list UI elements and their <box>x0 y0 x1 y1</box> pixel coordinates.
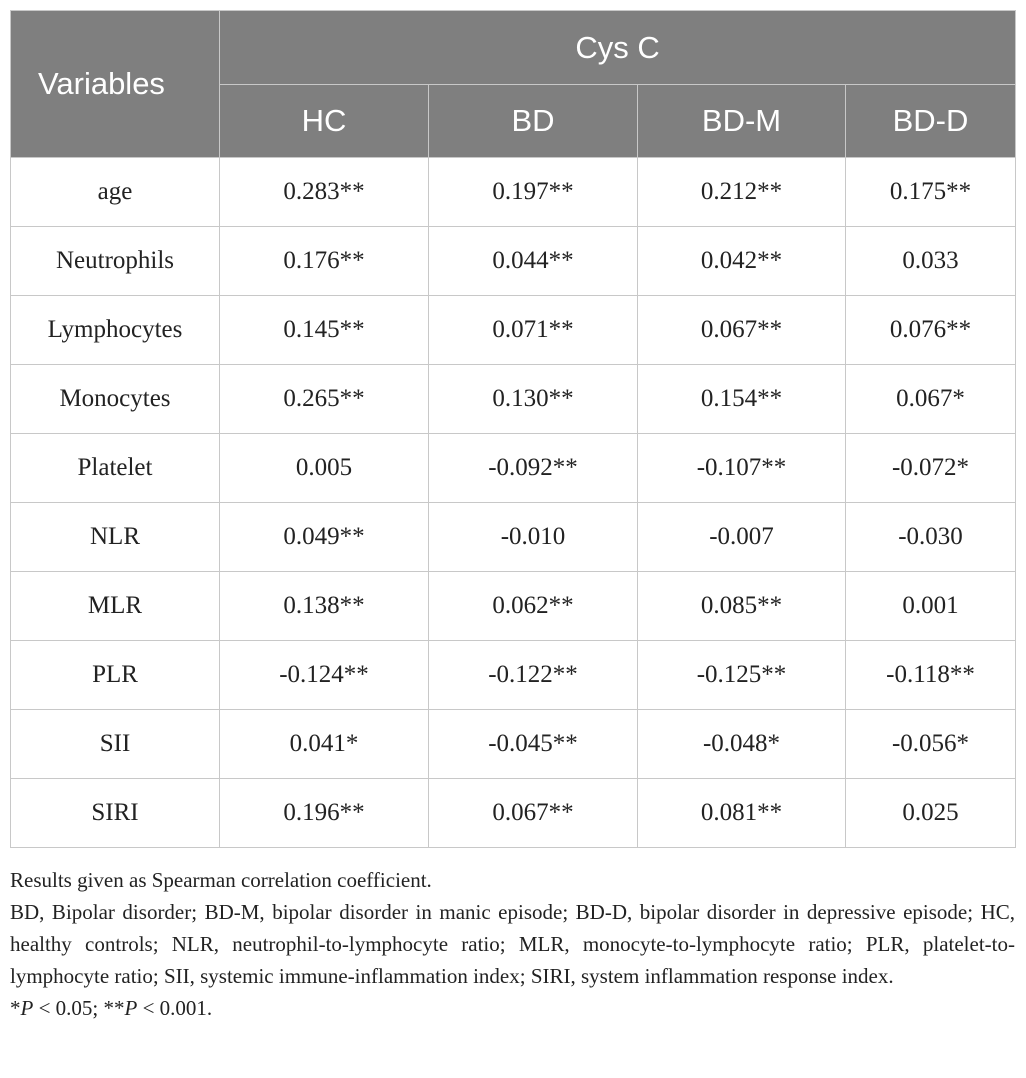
cell-value: 0.049** <box>220 503 429 572</box>
header-row-group <box>11 11 1016 85</box>
cell-value: 0.145** <box>220 296 429 365</box>
table-container <box>10 10 1015 1024</box>
row-label: SII <box>11 710 220 779</box>
cell-value: -0.118** <box>846 641 1016 710</box>
cell-value: 0.176** <box>220 227 429 296</box>
cell-value: -0.122** <box>429 641 638 710</box>
cell-value: -0.107** <box>638 434 846 503</box>
column-header-hc: HC <box>220 85 429 158</box>
cell-value: 0.130** <box>429 365 638 434</box>
correlation-table <box>10 10 1016 848</box>
cell-value: 0.081** <box>638 779 846 848</box>
table-row <box>11 641 1016 710</box>
cell-value: -0.030 <box>846 503 1016 572</box>
footnote-method: Results given as Spearman correlation coefficient. <box>10 868 432 892</box>
cell-value: 0.154** <box>638 365 846 434</box>
cell-value: 0.071** <box>429 296 638 365</box>
cell-value: -0.010 <box>429 503 638 572</box>
table-row <box>11 365 1016 434</box>
cell-value: 0.033 <box>846 227 1016 296</box>
sig-threshold-0001: < 0.001. <box>137 996 213 1020</box>
cell-value: -0.124** <box>220 641 429 710</box>
cell-value: 0.062** <box>429 572 638 641</box>
table-row <box>11 503 1016 572</box>
cell-value: 0.025 <box>846 779 1016 848</box>
cell-value: 0.196** <box>220 779 429 848</box>
table-row <box>11 434 1016 503</box>
row-label: Platelet <box>11 434 220 503</box>
cell-value: -0.048* <box>638 710 846 779</box>
cell-value: -0.072* <box>846 434 1016 503</box>
cell-value: 0.067** <box>638 296 846 365</box>
cell-value: 0.041* <box>220 710 429 779</box>
cell-value: -0.045** <box>429 710 638 779</box>
sig-mark-double: ** <box>103 996 125 1020</box>
cell-value: 0.067* <box>846 365 1016 434</box>
row-label: NLR <box>11 503 220 572</box>
row-label: SIRI <box>11 779 220 848</box>
row-label: Monocytes <box>11 365 220 434</box>
sig-p-italic: P <box>124 996 138 1020</box>
row-label: MLR <box>11 572 220 641</box>
cell-value: 0.076** <box>846 296 1016 365</box>
column-header-bd-m: BD-M <box>638 85 846 158</box>
cell-value: 0.138** <box>220 572 429 641</box>
cell-value: 0.067** <box>429 779 638 848</box>
cell-value: -0.125** <box>638 641 846 710</box>
table-footnotes <box>10 864 1015 1024</box>
row-label: age <box>11 158 220 227</box>
sig-p-italic: P <box>20 996 34 1020</box>
table-row <box>11 227 1016 296</box>
cell-value: 0.175** <box>846 158 1016 227</box>
table-row <box>11 296 1016 365</box>
cell-value: 0.283** <box>220 158 429 227</box>
row-header-variables: Variables <box>11 11 220 158</box>
table-row <box>11 572 1016 641</box>
cell-value: 0.001 <box>846 572 1016 641</box>
cell-value: -0.092** <box>429 434 638 503</box>
column-header-bd-d: BD-D <box>846 85 1016 158</box>
table-row <box>11 710 1016 779</box>
column-header-bd: BD <box>429 85 638 158</box>
footnote-abbreviations: BD, Bipolar disorder; BD-M, bipolar disorder in manic episode; BD-D, bipolar disorder in depressive episode; HC, healthy controls; NLR, neutrophil-to-lymphocyte ratio; MLR, monocyte-to-lymphocyte ratio; PLR, platelet-to-lymphocyte ratio; SII, systemic immune-inflammation index; SIRI, system inflammation response index. <box>10 900 1015 988</box>
sig-threshold-005: < 0.05; <box>33 996 104 1020</box>
sig-mark-single: * <box>10 996 21 1020</box>
row-label: Neutrophils <box>11 227 220 296</box>
cell-value: -0.007 <box>638 503 846 572</box>
cell-value: 0.197** <box>429 158 638 227</box>
row-label: Lymphocytes <box>11 296 220 365</box>
footnote-significance <box>10 992 1015 1024</box>
cell-value: 0.044** <box>429 227 638 296</box>
cell-value: 0.212** <box>638 158 846 227</box>
group-header-cysc: Cys C <box>220 11 1016 85</box>
cell-value: 0.265** <box>220 365 429 434</box>
cell-value: 0.042** <box>638 227 846 296</box>
cell-value: -0.056* <box>846 710 1016 779</box>
table-row <box>11 158 1016 227</box>
cell-value: 0.005 <box>220 434 429 503</box>
row-label: PLR <box>11 641 220 710</box>
cell-value: 0.085** <box>638 572 846 641</box>
table-row <box>11 779 1016 848</box>
